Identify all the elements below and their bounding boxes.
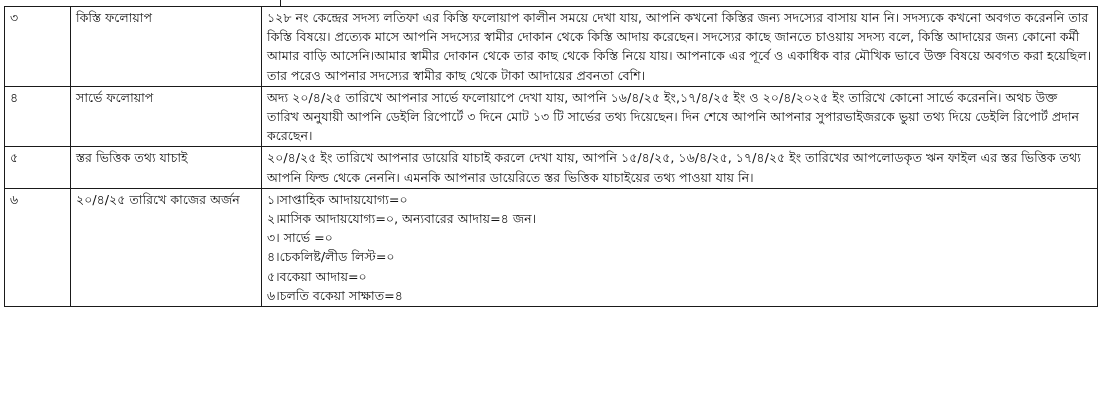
achievement-line: ১।সাপ্তাহিক আদায়যোগ্য=০ (267, 191, 408, 207)
table-row (5, 86, 1098, 147)
row-topic: সার্ভে ফলোয়াপ (71, 86, 262, 147)
achievement-line: ৪।চেকলিষ্ট/লীড লিস্ট=০ (267, 249, 395, 265)
achievement-line: ৬।চলতি বকেয়া সাক্ষাত=৪ (267, 287, 403, 303)
table-row (5, 7, 1098, 87)
table-row (5, 147, 1098, 188)
table-row (5, 188, 1098, 306)
achievement-line: ২।মাসিক আদায়যোগ্য=০, অন্যবারের আদায়=৪ জন। (267, 211, 537, 227)
row-number: ৩ (5, 7, 71, 87)
row-detail-text: ১২৮ নং কেন্দ্রের সদস্য লতিফা এর কিস্তি ফলোয়াপ কালীন সময়ে দেখা যায়, আপনি কখনো কিস্তির জন্য সদস্যের বাসায় যান নি। সদস্যকে কখনো অবগত করেননি তার কিস্তি বিষয়ে। প্রত্যেক মাসে আপনি সদস্যের স্বামীর দোকান থেকে কিস্তি আদায় করেছেন। সদস্যের কাছে জানতে চাওয়ায় সদস্য বলে, কিস্তি আদায়ের জন্য কোনো কর্মী আমার বাড়ি আসেনি।আমার স্বামীর দোকান থেকে তার কাছ থেকে কিস্তি নিয়ে যায়। আপনাকে এর পূর্বে ও একাধিক বার মৌখিক ভাবে উক্ত বিষয়ে অবগত করা হয়েছিল। তার পরেও আপনার সদস্যের স্বামীর কাছ থেকে টাকা আদায়ের প্রবনতা বেশি। (267, 10, 1092, 83)
row-detail (262, 147, 1098, 188)
row-number: ৪ (5, 86, 71, 147)
achievement-line: ৩। সার্ভে =০ (267, 230, 333, 246)
row-detail (262, 7, 1098, 87)
report-table (4, 6, 1098, 307)
row-detail-text: অদ্য ২০/৪/২৫ তারিখে আপনার সার্ভে ফলোয়াপে দেখা যায়, আপনি ১৬/৪/২৫ ইং,১৭/৪/২৫ ইং ও ২০/৪/২০২৫ ইং তারিখে কোনো সার্ভে করেননি। অথচ উক্ত তারিখ অনুযায়ী আপনি ডেইলি রিপোর্টে ৩ দিনে মোট ১৩ টি সার্ভের তথ্য দিয়েছেন। দিন শেষে আপনি আপনার সুপারভাইজরকে ভুয়া তথ্য দিয়ে ডেইলি রিপোর্ট প্রদান করেছেন। (267, 89, 1080, 144)
row-number: ৬ (5, 188, 71, 306)
row-detail-list (262, 188, 1098, 306)
row-detail (262, 86, 1098, 147)
row-topic: ২০/৪/২৫ তারিখে কাজের অর্জন (71, 188, 262, 306)
achievement-line: ৫।বকেয়া আদায়=০ (267, 268, 367, 284)
row-topic: স্তর ভিত্তিক তথ্য যাচাই (71, 147, 262, 188)
row-detail-text: ২০/৪/২৫ ইং তারিখে আপনার ডায়েরি যাচাই করলে দেখা যায়, আপনি ১৫/৪/২৫, ১৬/৪/২৫, ১৭/৪/২৫ ইং তারিখের আপলোডকৃত ঋন ফাইল এর স্তর ভিত্তিক তথ্য আপনি ফিল্ড থেকে নেননি। এমনকি আপনার ডায়েরিতে স্তর ভিত্তিক যাচাইয়ের তথ্য পাওয়া যায় নি। (267, 150, 1081, 185)
row-topic: কিস্তি ফলোয়াপ (71, 7, 262, 87)
row-number: ৫ (5, 147, 71, 188)
